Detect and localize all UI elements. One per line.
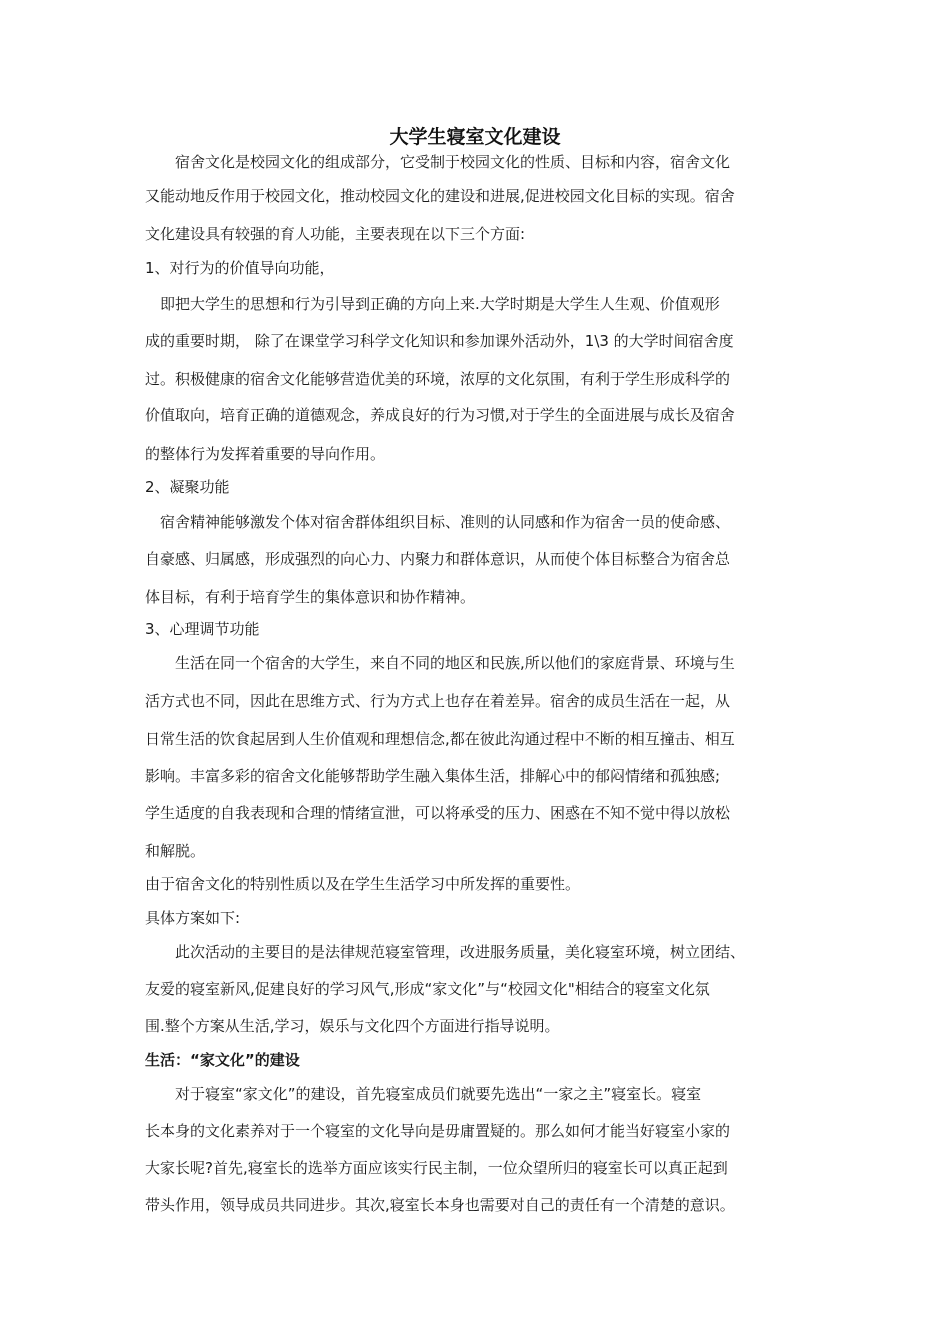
section-heading: 生活：“家文化”的建设 <box>145 1051 300 1069</box>
text-line: 对于寝室“家文化”的建设，首先寝室成员们就要先选出“一家之主”寝室长。寝室 <box>145 1085 702 1103</box>
text-line: 成的重要时期， 除了在课堂学习科学文化知识和参加课外活动外，1\3 的大学时间宿舍度 <box>145 332 734 350</box>
text-line: 价值取向，培育正确的道德观念，养成良好的行为习惯,对于学生的全面进展与成长及宿舍 <box>145 406 735 424</box>
text-line: 活方式也不同，因此在思维方式、行为方式上也存在着差异。宿舍的成员生活在一起，从 <box>145 692 731 710</box>
text-line: 日常生活的饮食起居到人生价值观和理想信念,都在彼此沟通过程中不断的相互撞击、相互 <box>145 730 735 748</box>
text-line: 体目标，有利于培育学生的集体意识和协作精神。 <box>145 588 476 606</box>
text-line: 影响。丰富多彩的宿舍文化能够帮助学生融入集体生活，排解心中的郁闷情绪和孤独感; <box>145 767 721 785</box>
text-line: 宿舍文化是校园文化的组成部分，它受制于校园文化的性质、目标和内容，宿舍文化 <box>145 153 731 171</box>
text-line: 大家长呢?首先,寝室长的选举方面应该实行民主制，一位众望所归的寝室长可以真正起到 <box>145 1159 728 1177</box>
text-line: 此次活动的主要目的是法律规范寝室管理，改进服务质量，美化寝室环境，树立团结、 <box>145 943 746 961</box>
text-line: 文化建设具有较强的育人功能，主要表现在以下三个方面: <box>145 225 526 243</box>
text-line: 带头作用，领导成员共同进步。其次,寝室长本身也需要对自己的责任有一个清楚的意识。 <box>145 1196 735 1214</box>
text-line: 生活在同一个宿舍的大学生，来自不同的地区和民族,所以他们的家庭背景、环境与生 <box>145 654 735 672</box>
text-line: 的整体行为发挥着重要的导向作用。 <box>145 445 386 463</box>
text-line: 由于宿舍文化的特别性质以及在学生生活学习中所发挥的重要性。 <box>145 875 581 893</box>
text-line: 宿舍精神能够激发个体对宿舍群体组织目标、准则的认同感和作为宿舍一员的使命感、 <box>145 513 731 531</box>
section-heading: 1、对行为的价值导向功能， <box>145 259 335 277</box>
text-line: 和解脱。 <box>145 842 206 860</box>
text-line: 即把大学生的思想和行为引导到正确的方向上来.大学时期是大学生人生观、价值观形 <box>145 295 720 313</box>
text-line: 围.整个方案从生活,学习，娱乐与文化四个方面进行指导说明。 <box>145 1017 560 1035</box>
text-line: 又能动地反作用于校园文化，推动校园文化的建设和进展,促进校园文化目标的实现。宿舍 <box>145 187 735 205</box>
document-title: 大学生寝室文化建设 <box>389 126 561 148</box>
text-line: 具体方案如下: <box>145 909 241 927</box>
section-heading: 3、心理调节功能 <box>145 620 260 638</box>
text-line: 友爱的寝室新风,促建良好的学习风气,形成“家文化”与“校园文化"相结合的寝室文化氛 <box>145 980 710 998</box>
text-line: 过。积极健康的宿舍文化能够营造优美的环境，浓厚的文化氛围，有利于学生形成科学的 <box>145 370 731 388</box>
text-line: 自豪感、归属感，形成强烈的向心力、内聚力和群体意识，从而使个体目标整合为宿舍总 <box>145 550 731 568</box>
text-line: 学生适度的自我表现和合理的情绪宣泄，可以将承受的压力、困惑在不知不觉中得以放松 <box>145 804 731 822</box>
section-heading: 2、凝聚功能 <box>145 478 230 496</box>
text-line: 长本身的文化素养对于一个寝室的文化导向是毋庸置疑的。那么如何才能当好寝室小家的 <box>145 1122 731 1140</box>
